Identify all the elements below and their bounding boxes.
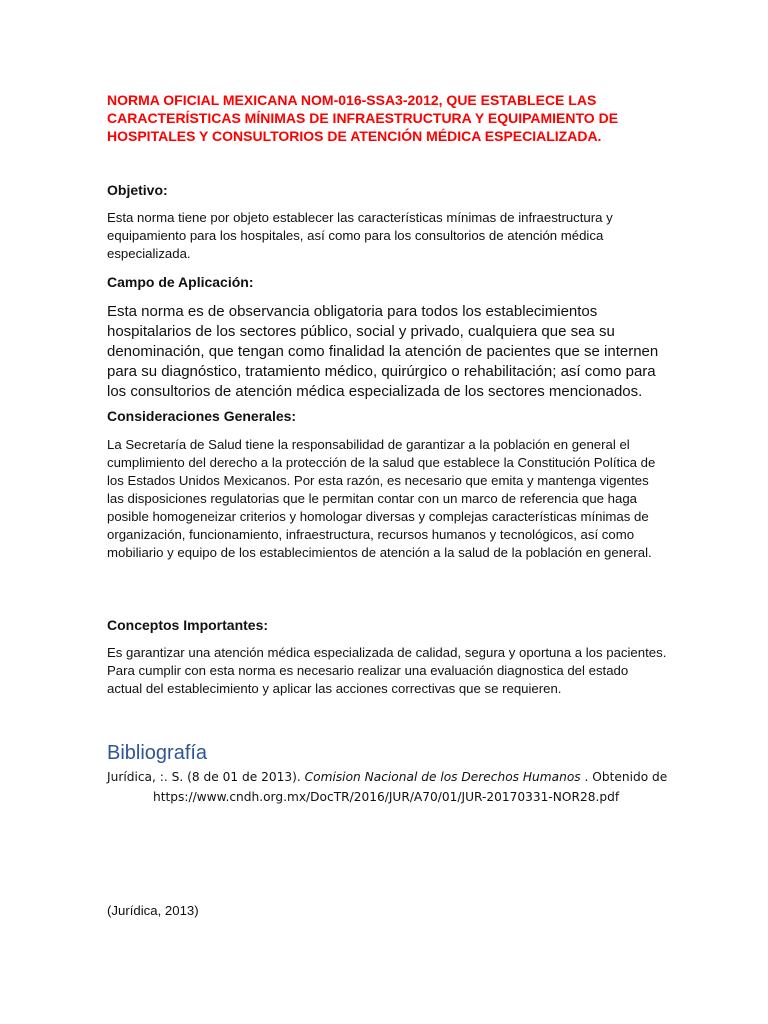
document-title: NORMA OFICIAL MEXICANA NOM-016-SSA3-2012, QUE ESTABLECE LAS CARACTERÍSTICAS MÍNIMAS DE INFRAESTRUCTURA Y EQUIPAMIENTO DE HOSPITALES Y CONSULTORIOS DE ATENCIÓN MÉDICA ESPECIALIZADA. [107,92,619,144]
bibliography-entry-source: . Obtenido de https://www.cndh.org.mx/DocTR/2016/JUR/A70/01/JUR-20170331-NOR28.pdf [153,770,668,804]
section-heading-conceptos: Conceptos Importantes: [107,617,269,633]
citation: (Jurídica, 2013) [107,903,199,918]
bibliography-entry-title: Comision Nacional de los Derechos Humanos [304,770,581,784]
section-heading-consideraciones: Consideraciones Generales: [107,408,297,424]
bibliography-entry [107,767,673,807]
bibliography-entry-author: Jurídica, :. S. (8 de 01 de 2013). [107,770,305,784]
bibliography-heading: Bibliografía [107,742,208,764]
section-heading-objetivo: Objetivo: [107,182,168,198]
section-text-campo: Esta norma es de observancia obligatoria para todos los establecimientos hospitalarios de los sectores público, social y privado, cualquiera que sea su denominación, que tengan como finalidad la atención de pacientes que se internen para su diagnóstico, tratamiento médico, quirúrgico o rehabilitación; así como para los consultorios de atención médica especializada de los sectores mencionados. [107,303,659,400]
section-text-consideraciones: La Secretaría de Salud tiene la responsabilidad de garantizar a la población en general el cumplimiento del derecho a la protección de la salud que establece la Constitución Política de los Estados Unidos Mexicanos. Por esta razón, es necesario que emita y mantenga vigentes las disposiciones regulatorias que le permitan contar con un marco de referencia que haga posible homogeneizar criterios y homologar diversas y complejas características mínimas de organización, funcionamiento, infraestructura, recursos humanos y tecnológicos, así como mobiliario y equipo de los establecimientos de atención a la salud de la población en general. [107,437,656,560]
section-heading-campo: Campo de Aplicación: [107,274,254,290]
section-text-conceptos: Es garantizar una atención médica especializada de calidad, segura y oportuna a los pacientes. Para cumplir con esta norma es necesario realizar una evaluación diagnostica del estado actual del establecimiento y aplicar las acciones correctivas que se requieren. [107,645,667,696]
section-text-objetivo: Esta norma tiene por objeto establecer las características mínimas de infraestructura y equipamiento para los hospitales, así como para los consultorios de atención médica especializada. [107,210,613,261]
